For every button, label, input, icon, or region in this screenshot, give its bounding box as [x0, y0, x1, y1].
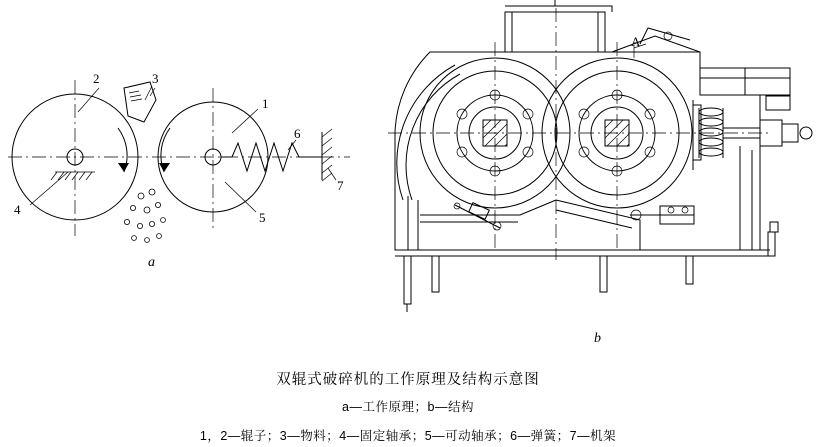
figure-legend: 1，2—辊子；3—物料；4—固定轴承；5—可动轴承；6—弹簧；7—机架: [199, 429, 617, 443]
figure-subtitle: a—工作原理；b—结构: [342, 400, 474, 414]
callout-6: 6: [294, 126, 301, 141]
panel-letter-a: a: [148, 255, 155, 270]
callout-1: 1: [262, 96, 269, 111]
figure-title: 双辊式破碎机的工作原理及结构示意图: [276, 372, 540, 388]
callout-7: 7: [337, 178, 344, 193]
callout-4: 4: [14, 202, 21, 217]
panel-letter-b: b: [594, 331, 601, 346]
callout-a-detail: A: [631, 34, 641, 49]
callout-2: 2: [93, 71, 100, 86]
callout-5: 5: [259, 210, 266, 225]
callout-3: 3: [152, 71, 159, 86]
